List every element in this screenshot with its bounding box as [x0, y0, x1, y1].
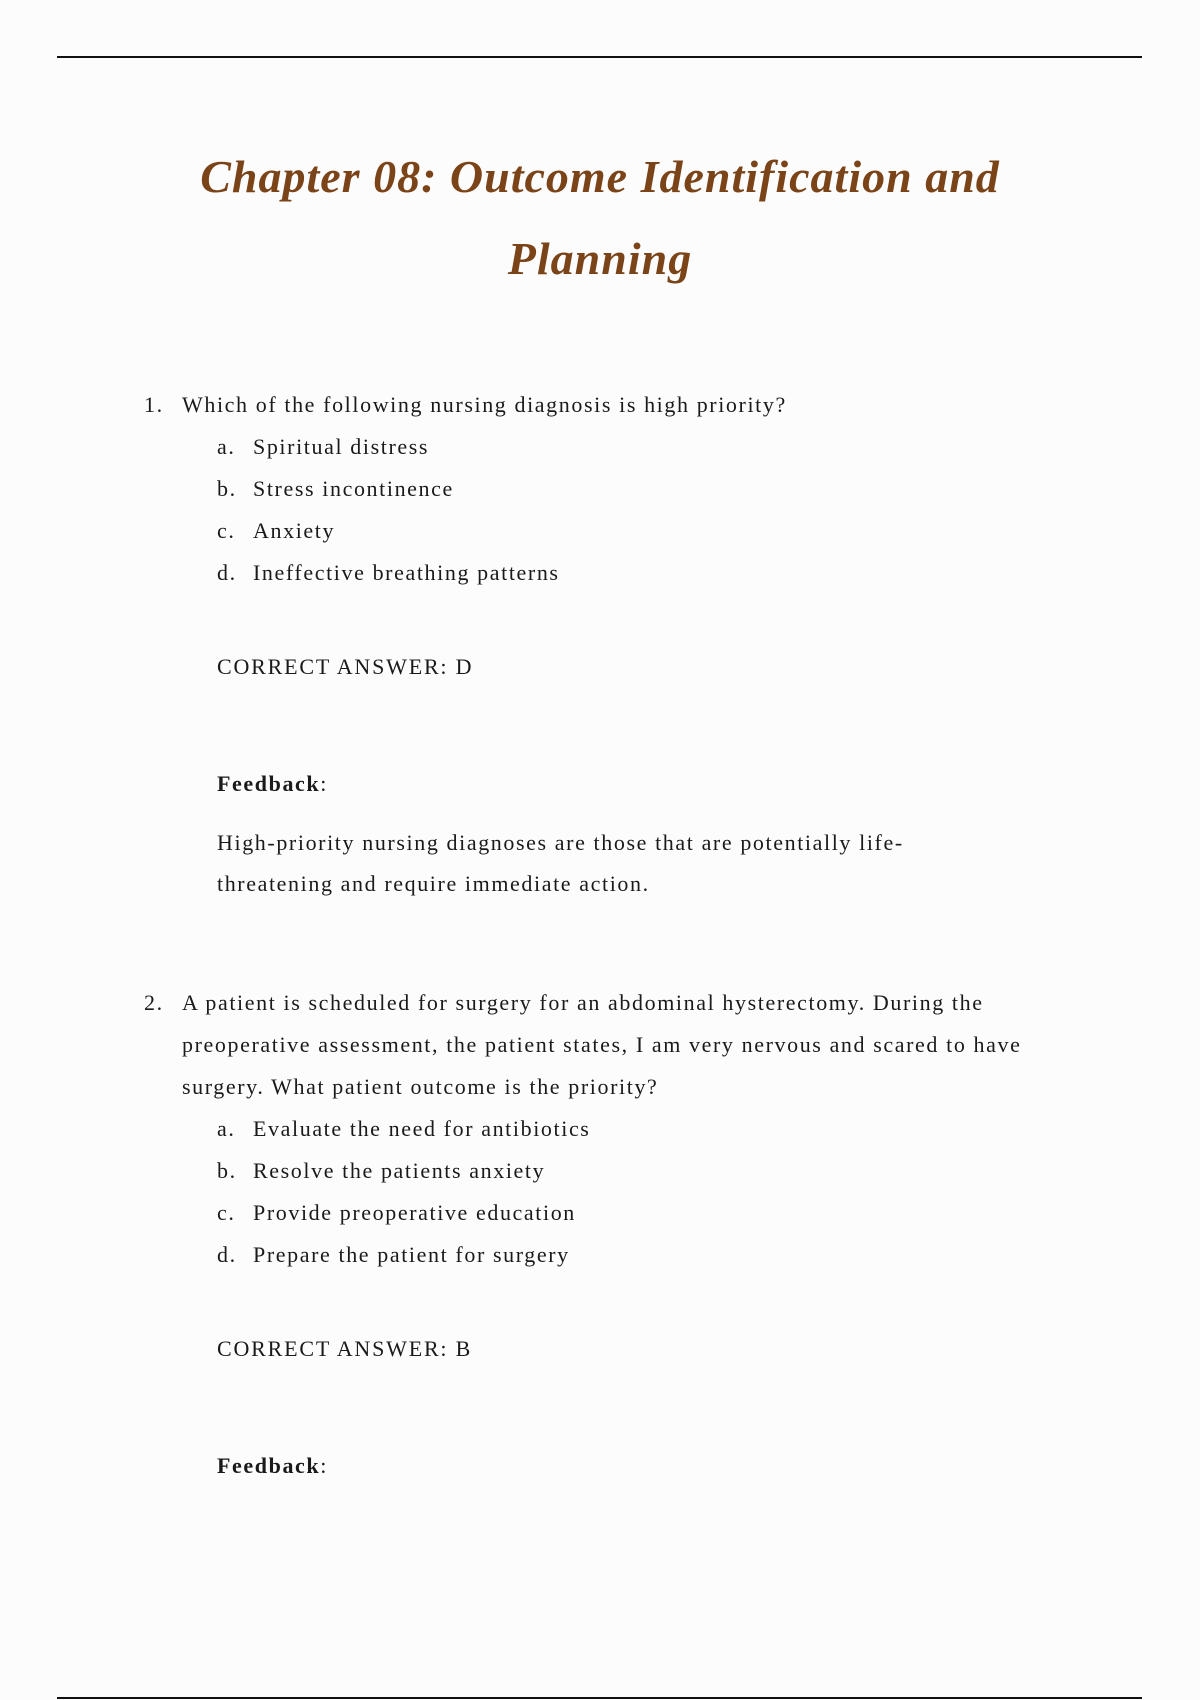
question-text: A patient is scheduled for surgery for an abdominal hysterectomy. During the preoperative assessment, the patient states, I am very nervous and scared to have surgery. What patient outcome is the priority? [182, 990, 1022, 1099]
question-text: Which of the following nursing diagnosis is high priority? [182, 392, 787, 417]
top-rule [57, 56, 1142, 58]
option-letter: a. [217, 434, 236, 459]
option-letter: b. [217, 476, 237, 501]
option-list [144, 426, 1044, 594]
option-text: Spiritual distress [253, 434, 430, 459]
question-number: 2. [144, 990, 164, 1015]
feedback-label: Feedback [217, 771, 321, 796]
option-letter: d. [217, 560, 237, 585]
option-text: Prepare the patient for surgery [253, 1242, 570, 1267]
option-letter: d. [217, 1242, 237, 1267]
option-letter: c. [217, 518, 236, 543]
option-a [217, 426, 1044, 468]
option-text: Resolve the patients anxiety [253, 1158, 546, 1183]
option-a [217, 1108, 1044, 1150]
option-letter: a. [217, 1116, 236, 1141]
question-2 [144, 982, 1044, 1276]
option-text: Ineffective breathing patterns [253, 560, 560, 585]
option-b [217, 468, 1044, 510]
correct-answer-2: CORRECT ANSWER: B [217, 1336, 473, 1361]
correct-answer-1: CORRECT ANSWER: D [217, 654, 474, 679]
option-text: Evaluate the need for antibiotics [253, 1116, 591, 1141]
question-stem [144, 384, 1044, 426]
option-text: Anxiety [253, 518, 336, 543]
option-c [217, 1192, 1044, 1234]
question-stem [144, 982, 1044, 1108]
bottom-rule [57, 1697, 1142, 1699]
feedback-colon: : [320, 771, 328, 796]
feedback-heading-1 [217, 769, 328, 799]
option-text: Stress incontinence [253, 476, 454, 501]
option-b [217, 1150, 1044, 1192]
option-letter: b. [217, 1158, 237, 1183]
option-d [217, 1234, 1044, 1276]
option-c [217, 510, 1044, 552]
question-1 [144, 384, 1044, 594]
feedback-text-1: High-priority nursing diagnoses are those that are potentially life-threatening and require immediate action. [217, 830, 904, 896]
option-d [217, 552, 1044, 594]
page-title: Chapter 08: Outcome Identification and Planning [200, 151, 1000, 284]
feedback-label: Feedback [217, 1453, 321, 1478]
feedback-heading-2 [217, 1451, 328, 1481]
option-text: Provide preoperative education [253, 1200, 576, 1225]
feedback-colon: : [320, 1453, 328, 1478]
option-list [144, 1108, 1044, 1276]
question-number: 1. [144, 392, 164, 417]
option-letter: c. [217, 1200, 236, 1225]
